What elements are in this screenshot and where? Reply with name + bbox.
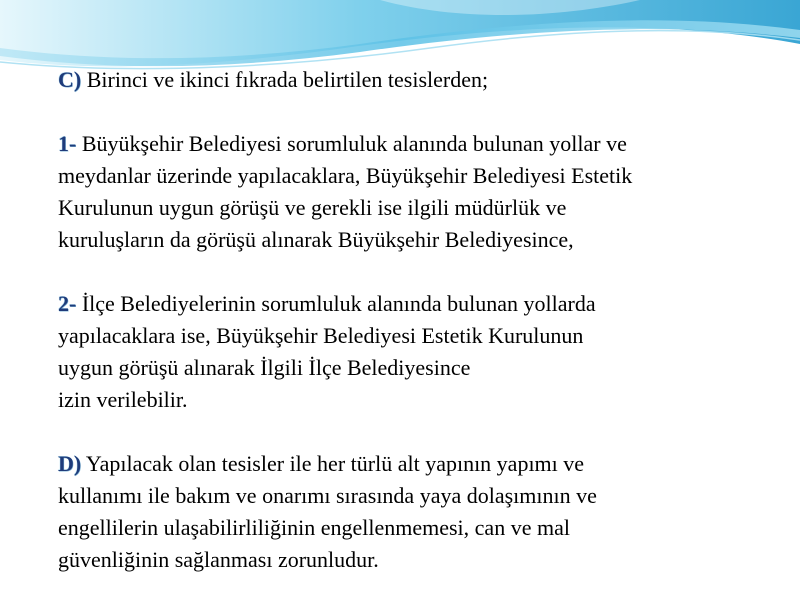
spacer bbox=[58, 416, 788, 448]
paragraph-2-line: izin verilebilir. bbox=[58, 387, 188, 412]
paragraph-d-text: Yapılacak olan tesisler ile her türlü alt yapının yapımı ve bbox=[85, 451, 585, 476]
paragraph-1-line: kuruluşların da görüşü alınarak Büyükşehir Belediyesince, bbox=[58, 227, 574, 252]
slide-body bbox=[58, 64, 788, 576]
paragraph-d-line: güvenliğinin sağlanması zorunludur. bbox=[58, 547, 379, 572]
paragraph-2-text: İlçe Belediyelerinin sorumluluk alanında bulunan yollarda bbox=[81, 291, 596, 316]
paragraph-1-line bbox=[58, 128, 788, 160]
paragraph-2-line bbox=[58, 288, 788, 320]
paragraph-c-text: Birinci ve ikinci fıkrada belirtilen tesislerden; bbox=[86, 67, 489, 92]
paragraph-2-line: yapılacaklara ise, Büyükşehir Belediyesi Estetik Kurulunun bbox=[58, 323, 584, 348]
paragraph-c-marker: C) bbox=[58, 67, 82, 92]
paragraph-1-text: Büyükşehir Belediyesi sorumluluk alanında bulunan yollar ve bbox=[81, 131, 627, 156]
spacer bbox=[58, 256, 788, 288]
paragraph-2-marker: 2- bbox=[58, 291, 77, 316]
paragraph-c-line bbox=[58, 64, 788, 96]
paragraph-1-marker: 1- bbox=[58, 131, 77, 156]
paragraph-2-line: uygun görüşü alınarak İlgili İlçe Belediyesince bbox=[58, 355, 471, 380]
paragraph-d-marker: D) bbox=[58, 451, 82, 476]
paragraph-1-line: meydanlar üzerinde yapılacaklara, Büyükşehir Belediyesi Estetik bbox=[58, 163, 633, 188]
spacer bbox=[58, 96, 788, 128]
paragraph-d-line bbox=[58, 448, 788, 480]
paragraph-1-line: Kurulunun uygun görüşü ve gerekli ise ilgili müdürlük ve bbox=[58, 195, 567, 220]
paragraph-d-line: kullanımı ile bakım ve onarımı sırasında yaya dolaşımının ve bbox=[58, 483, 597, 508]
paragraph-d-line: engellilerin ulaşabilirliliğinin engellenmemesi, can ve mal bbox=[58, 515, 570, 540]
